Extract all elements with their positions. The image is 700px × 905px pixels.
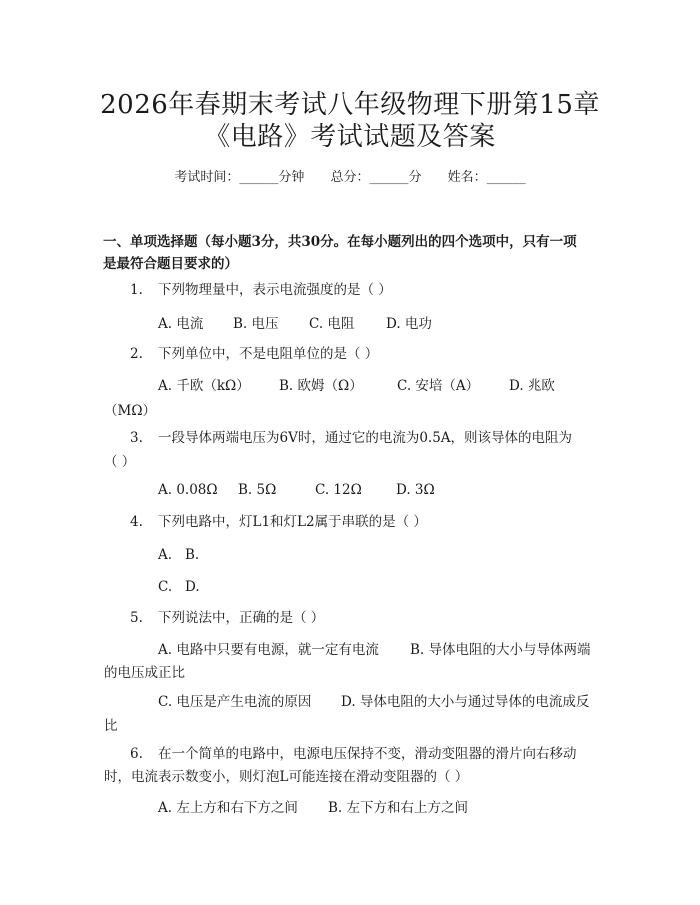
option-d: D. 电功 <box>386 316 432 332</box>
option-d: D. 3Ω <box>396 482 435 498</box>
question-1-options <box>158 310 432 339</box>
question-4-options-row1 <box>158 541 199 570</box>
option-c: C. 电压是产生电流的原因 <box>158 694 312 710</box>
option-b: B. 5Ω <box>238 482 277 498</box>
option-b: B. <box>185 547 200 563</box>
option-b: B. 左下方和右上方之间 <box>328 800 469 816</box>
option-b: B. 电压 <box>233 316 279 332</box>
question-5 <box>130 604 324 633</box>
question-text: 在一个简单的电路中，电源电压保持不变，滑动变阻器的滑片向右移动 <box>158 746 577 762</box>
question-text: 下列物理量中，表示电流强度的是（ ） <box>158 282 392 298</box>
question-2-options <box>158 372 555 401</box>
question-4-options-row2 <box>158 573 200 602</box>
question-number: 3. <box>130 430 143 446</box>
exam-name: 姓名：______ <box>447 170 526 185</box>
section-heading-line1: 一、单项选择题（每小题3分，共30分。在每小题列出的四个选项中，只有一项 <box>103 234 577 250</box>
option-a: A. 0.08Ω <box>158 482 218 498</box>
question-number: 2. <box>130 346 143 362</box>
question-4 <box>130 508 427 537</box>
question-number: 6. <box>130 746 143 762</box>
option-c: C. 电阻 <box>309 316 355 332</box>
option-b: B. 导体电阻的大小与导体两端 <box>410 642 591 658</box>
question-number: 4. <box>130 514 143 530</box>
option-d: D. 导体电阻的大小与通过导体的电流成反 <box>341 694 590 710</box>
option-a: A. <box>158 547 173 563</box>
option-b-wrap: 的电压成正比 <box>104 665 185 681</box>
question-1 <box>130 276 392 305</box>
question-number: 1. <box>130 282 143 298</box>
question-3-text-wrap: （ ） <box>104 454 136 470</box>
question-6-text-wrap: 时，电流表示数变小，则灯泡L可能连接在滑动变阻器的（ ） <box>104 769 469 785</box>
option-d: D. 兆欧 <box>509 378 555 394</box>
option-a: A. 电流 <box>158 316 204 332</box>
page-title-line1: 2026年春期末考试八年级物理下册第15章 <box>100 90 600 120</box>
question-2-options-wrap: （MΩ） <box>104 403 157 419</box>
option-a: A. 左上方和右下方之间 <box>158 800 298 816</box>
option-a: A. 千欧（kΩ） <box>158 378 250 394</box>
question-text: 一段导体两端电压为6V时，通过它的电流为0.5A，则该导体的电阻为 <box>158 430 573 446</box>
option-c: C. 12Ω <box>315 482 362 498</box>
option-d-wrap: 比 <box>104 718 118 734</box>
question-3-options <box>158 476 435 505</box>
section-heading <box>103 231 603 275</box>
question-5-options-row1 <box>158 636 591 665</box>
option-b: B. 欧姆（Ω） <box>279 378 363 394</box>
option-a: A. 电路中只要有电源，就一定有电流 <box>158 642 379 658</box>
exam-time: 考试时间：______分钟 <box>174 170 305 185</box>
page-title-line2: 《电路》考试试题及答案 <box>204 122 496 152</box>
exam-score: 总分：______分 <box>330 170 422 185</box>
option-d: D. <box>185 579 200 595</box>
question-text: 下列电路中，灯L1和灯L2属于串联的是（ ） <box>158 514 427 530</box>
question-6-options <box>158 794 468 823</box>
option-c: C. 安培（A） <box>397 378 480 394</box>
exam-info <box>0 168 700 188</box>
question-text: 下列说法中，正确的是（ ） <box>158 610 325 626</box>
question-text: 下列单位中，不是电阻单位的是（ ） <box>158 346 379 362</box>
question-5-options-row2 <box>158 688 589 717</box>
question-3 <box>130 424 572 453</box>
section-heading-line2: 是最符合题目要求的） <box>103 256 238 272</box>
question-number: 5. <box>130 610 143 626</box>
question-2 <box>130 340 378 369</box>
option-c: C. <box>158 579 173 595</box>
